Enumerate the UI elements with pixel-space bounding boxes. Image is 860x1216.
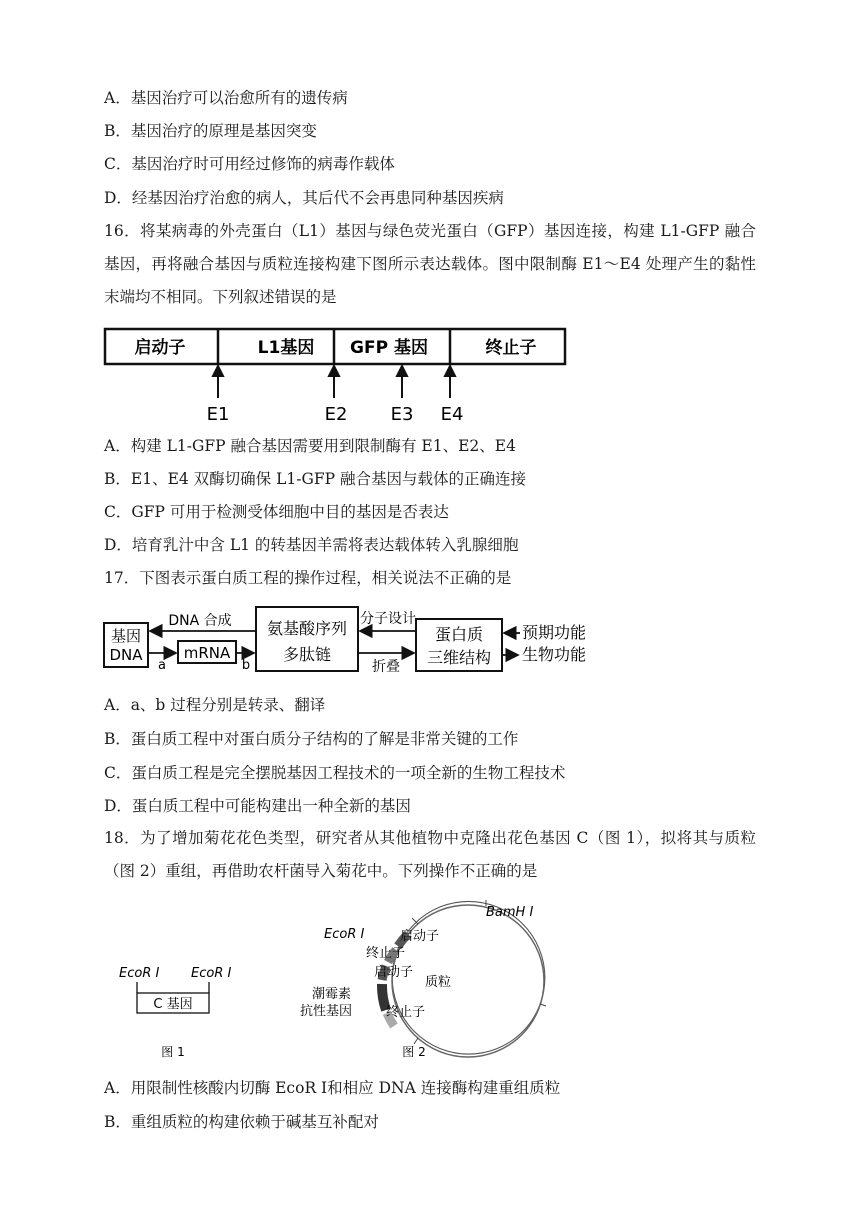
fig2-bamhi: BamH Ⅰ <box>486 905 534 920</box>
box-3d-structure: 三维结构 <box>426 648 492 667</box>
q18-stem: 18．为了增加菊花花色类型，研究者从其他植物中克隆出花色基因 C（图 1），拟将其与质粒（图 2）重组，再借助农杆菌导入菊花中。下列操作不正确的是 <box>104 829 756 880</box>
q15-option-a: A．基因治疗可以治愈所有的遗传病 <box>104 89 348 107</box>
q18-figure-2 <box>290 900 580 1065</box>
fig2-hyg-res-1: 潮霉素 <box>312 987 352 1002</box>
q17-option-a: A．a、b 过程分别是转录、翻译 <box>104 696 326 714</box>
fig2-promoter-1: 启动子 <box>400 929 440 944</box>
q16-stem: 16．将某病毒的外壳蛋白（L1）基因与绿色荧光蛋白（GFP）基因连接，构建 L1-GFP 融合基因，再将融合基因与质粒连接构建下图所示表达载体。图中限制酶 E1～E4 处理产生的黏性末端均不相同。下列叙述错误的是 <box>104 222 756 306</box>
label-a: a <box>158 658 166 673</box>
label-bio-function: 生物功能 <box>522 645 587 664</box>
enzyme-e4: E4 <box>440 404 464 425</box>
box-protein: 蛋白质 <box>434 625 484 644</box>
q16-option-a: A．构建 L1-GFP 融合基因需要用到限制酶有 E1、E2、E4 <box>104 437 516 455</box>
segment-l1-gene: L1基因 <box>257 338 315 358</box>
box-dna-text: DNA <box>109 646 143 664</box>
fig1-c-gene: C 基因 <box>153 997 193 1012</box>
q17-protein-engineering-diagram <box>100 603 600 683</box>
box-mrna: mRNA <box>183 644 231 662</box>
segment-promoter: 启动子 <box>134 338 186 358</box>
q17-stem: 17．下图表示蛋白质工程的操作过程，相关说法不正确的是 <box>104 569 512 587</box>
label-expected-function: 预期功能 <box>522 623 587 642</box>
fig2-ecori: EcoR Ⅰ <box>324 927 365 942</box>
segment-gfp-gene: GFP 基因 <box>350 338 428 358</box>
fig1-ecori-right: EcoR Ⅰ <box>191 966 232 981</box>
q18-figure-1 <box>115 955 250 1065</box>
label-b: b <box>241 658 251 673</box>
q16-option-c: C．GFP 可用于检测受体细胞中目的基因是否表达 <box>104 503 449 521</box>
q17-option-c: C．蛋白质工程是完全摆脱基因工程技术的一项全新的生物工程技术 <box>104 764 566 782</box>
fig2-terminator-2: 终止子 <box>386 1005 426 1020</box>
q18-option-a: A．用限制性核酸内切酶 EcoR Ⅰ和相应 DNA 连接酶构建重组质粒 <box>104 1079 561 1097</box>
q16-vector-diagram <box>100 320 580 425</box>
box-amino-acid-seq: 氨基酸序列 <box>266 619 348 638</box>
fig2-promoter-2: 启动子 <box>374 965 414 980</box>
q15-option-b: B．基因治疗的原理是基因突变 <box>104 122 317 140</box>
q18-option-b: B．重组质粒的构建依赖于碱基互补配对 <box>104 1113 379 1131</box>
fig2-caption: 图 2 <box>402 1045 426 1059</box>
q15-option-d: D．经基因治疗治愈的病人，其后代不会再患同种基因疾病 <box>104 189 504 207</box>
box-gene-text: 基因 <box>110 627 142 645</box>
segment-terminator: 终止子 <box>485 338 537 358</box>
label-dna-synthesis: DNA 合成 <box>168 613 232 629</box>
fig2-terminator-1: 终止子 <box>366 946 406 961</box>
box-polypeptide: 多肽链 <box>282 645 332 664</box>
enzyme-e3: E3 <box>390 404 414 425</box>
enzyme-e2: E2 <box>324 404 348 425</box>
enzyme-e1: E1 <box>206 404 230 425</box>
label-molecular-design: 分子设计 <box>360 611 416 627</box>
fig2-plasmid: 质粒 <box>425 975 452 990</box>
fig2-hyg-res-2: 抗性基因 <box>300 1004 353 1019</box>
q15-option-c: C．基因治疗时可用经过修饰的病毒作载体 <box>104 155 395 173</box>
q16-option-b: B．E1、E4 双酶切确保 L1-GFP 融合基因与载体的正确连接 <box>104 470 526 488</box>
label-folding: 折叠 <box>372 659 400 675</box>
q17-option-b: B．蛋白质工程中对蛋白质分子结构的了解是非常关键的工作 <box>104 730 519 748</box>
q16-option-d: D．培育乳汁中含 L1 的转基因羊需将表达载体转入乳腺细胞 <box>104 536 519 554</box>
fig1-caption: 图 1 <box>161 1045 185 1059</box>
fig1-ecori-left: EcoR Ⅰ <box>119 966 160 981</box>
q17-option-d: D．蛋白质工程中可能构建出一种全新的基因 <box>104 797 411 815</box>
